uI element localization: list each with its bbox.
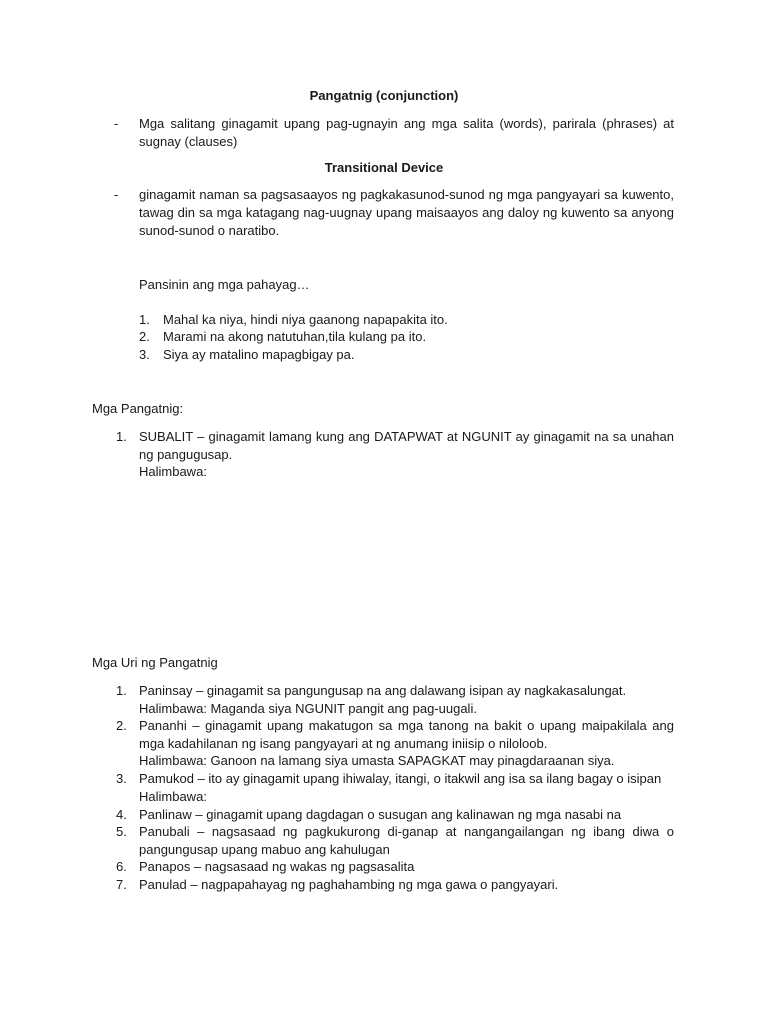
item-description: Panulad – nagpapahayag ng paghahambing ng mga gawa o pangyayari. xyxy=(139,877,559,892)
list-number: 6. xyxy=(116,859,127,874)
list-number: 1. xyxy=(116,683,127,698)
subalit-description: SUBALIT – ginagamit lamang kung ang DATAPWAT at NGUNIT ay ginagamit na sa unahan ng pangugusap. xyxy=(139,429,674,462)
bullet-dash: - xyxy=(114,187,119,202)
list-item-panubali xyxy=(139,823,674,858)
list-item-pananhi xyxy=(139,717,674,770)
list-item-pamukod xyxy=(139,770,674,805)
list-number: 3. xyxy=(116,771,127,786)
list-number: 2. xyxy=(139,329,150,344)
item-example: Halimbawa: xyxy=(139,788,207,804)
item-description: Panapos – nagsasaad ng wakas ng pagsasalita xyxy=(139,859,415,874)
list-number: 1. xyxy=(139,312,150,327)
section-title-transitional-device: Transitional Device xyxy=(324,160,444,175)
list-number: 3. xyxy=(139,347,150,362)
list-item-paninsay xyxy=(139,682,674,717)
list-item: Marami na akong natutuhan,tila kulang pa ito. xyxy=(163,329,427,344)
item-description: Pamukod – ito ay ginagamit upang ihiwalay, itangi, o itakwil ang isa sa ilang bagay o isipan xyxy=(139,771,662,786)
item-description: Panubali – nagsasaad ng pagkukurong di-ganap at nangangailangan ng ibang diwa o pangungusap upang mabuo ang kahulugan xyxy=(139,824,674,857)
list-number: 7. xyxy=(116,877,127,892)
list-item-subalit xyxy=(139,428,674,481)
list-item-panapos xyxy=(139,858,674,876)
item-description: Panlinaw – ginagamit upang dagdagan o susugan ang kalinawan ng mga nasabi na xyxy=(139,807,622,822)
pangatnig-definition: Mga salitang ginagamit upang pag-ugnayin ang mga salita (words), parirala (phrases) at sugnay (clauses) xyxy=(139,116,674,149)
transitional-device-definition: ginagamit naman sa pagsasaayos ng pagkakasunod-sunod ng mga pangyayari sa kuwento, tawag din sa mga katagang nag-uugnay upang maisaayos ang daloy ng kuwento sa anyong sunod-sunod o naratibo. xyxy=(139,187,674,238)
list-number: 4. xyxy=(116,807,127,822)
mga-uri-heading: Mga Uri ng Pangatnig xyxy=(92,655,218,670)
list-number: 1. xyxy=(116,429,127,444)
item-example: Halimbawa: Maganda siya NGUNIT pangit ang pag-uugali. xyxy=(139,700,477,716)
list-item: Mahal ka niya, hindi niya gaanong napapakita ito. xyxy=(163,312,448,327)
pansinin-intro: Pansinin ang mga pahayag… xyxy=(139,277,310,292)
list-number: 5. xyxy=(116,824,127,839)
section-title-pangatnig: Pangatnig (conjunction) xyxy=(309,88,459,103)
item-description: Pananhi – ginagamit upang makatugon sa mga tanong na bakit o upang maipakilala ang mga kadahilanan ng isang pangyayari at ng anumang iniisip o niloloob. xyxy=(139,718,674,751)
mga-pangatnig-heading: Mga Pangatnig: xyxy=(92,401,184,416)
list-item: Siya ay matalino mapagbigay pa. xyxy=(163,347,355,362)
example-label: Halimbawa: xyxy=(139,464,207,479)
list-number: 2. xyxy=(116,718,127,733)
list-item-panlinaw xyxy=(139,806,674,824)
bullet-dash: - xyxy=(114,116,119,131)
item-example: Halimbawa: Ganoon na lamang siya umasta SAPAGKAT may pinagdaraanan siya. xyxy=(139,753,615,768)
item-description: Paninsay – ginagamit sa pangungusap na ang dalawang isipan ay nagkakasalungat. xyxy=(139,683,627,698)
list-item-panulad xyxy=(139,876,674,894)
